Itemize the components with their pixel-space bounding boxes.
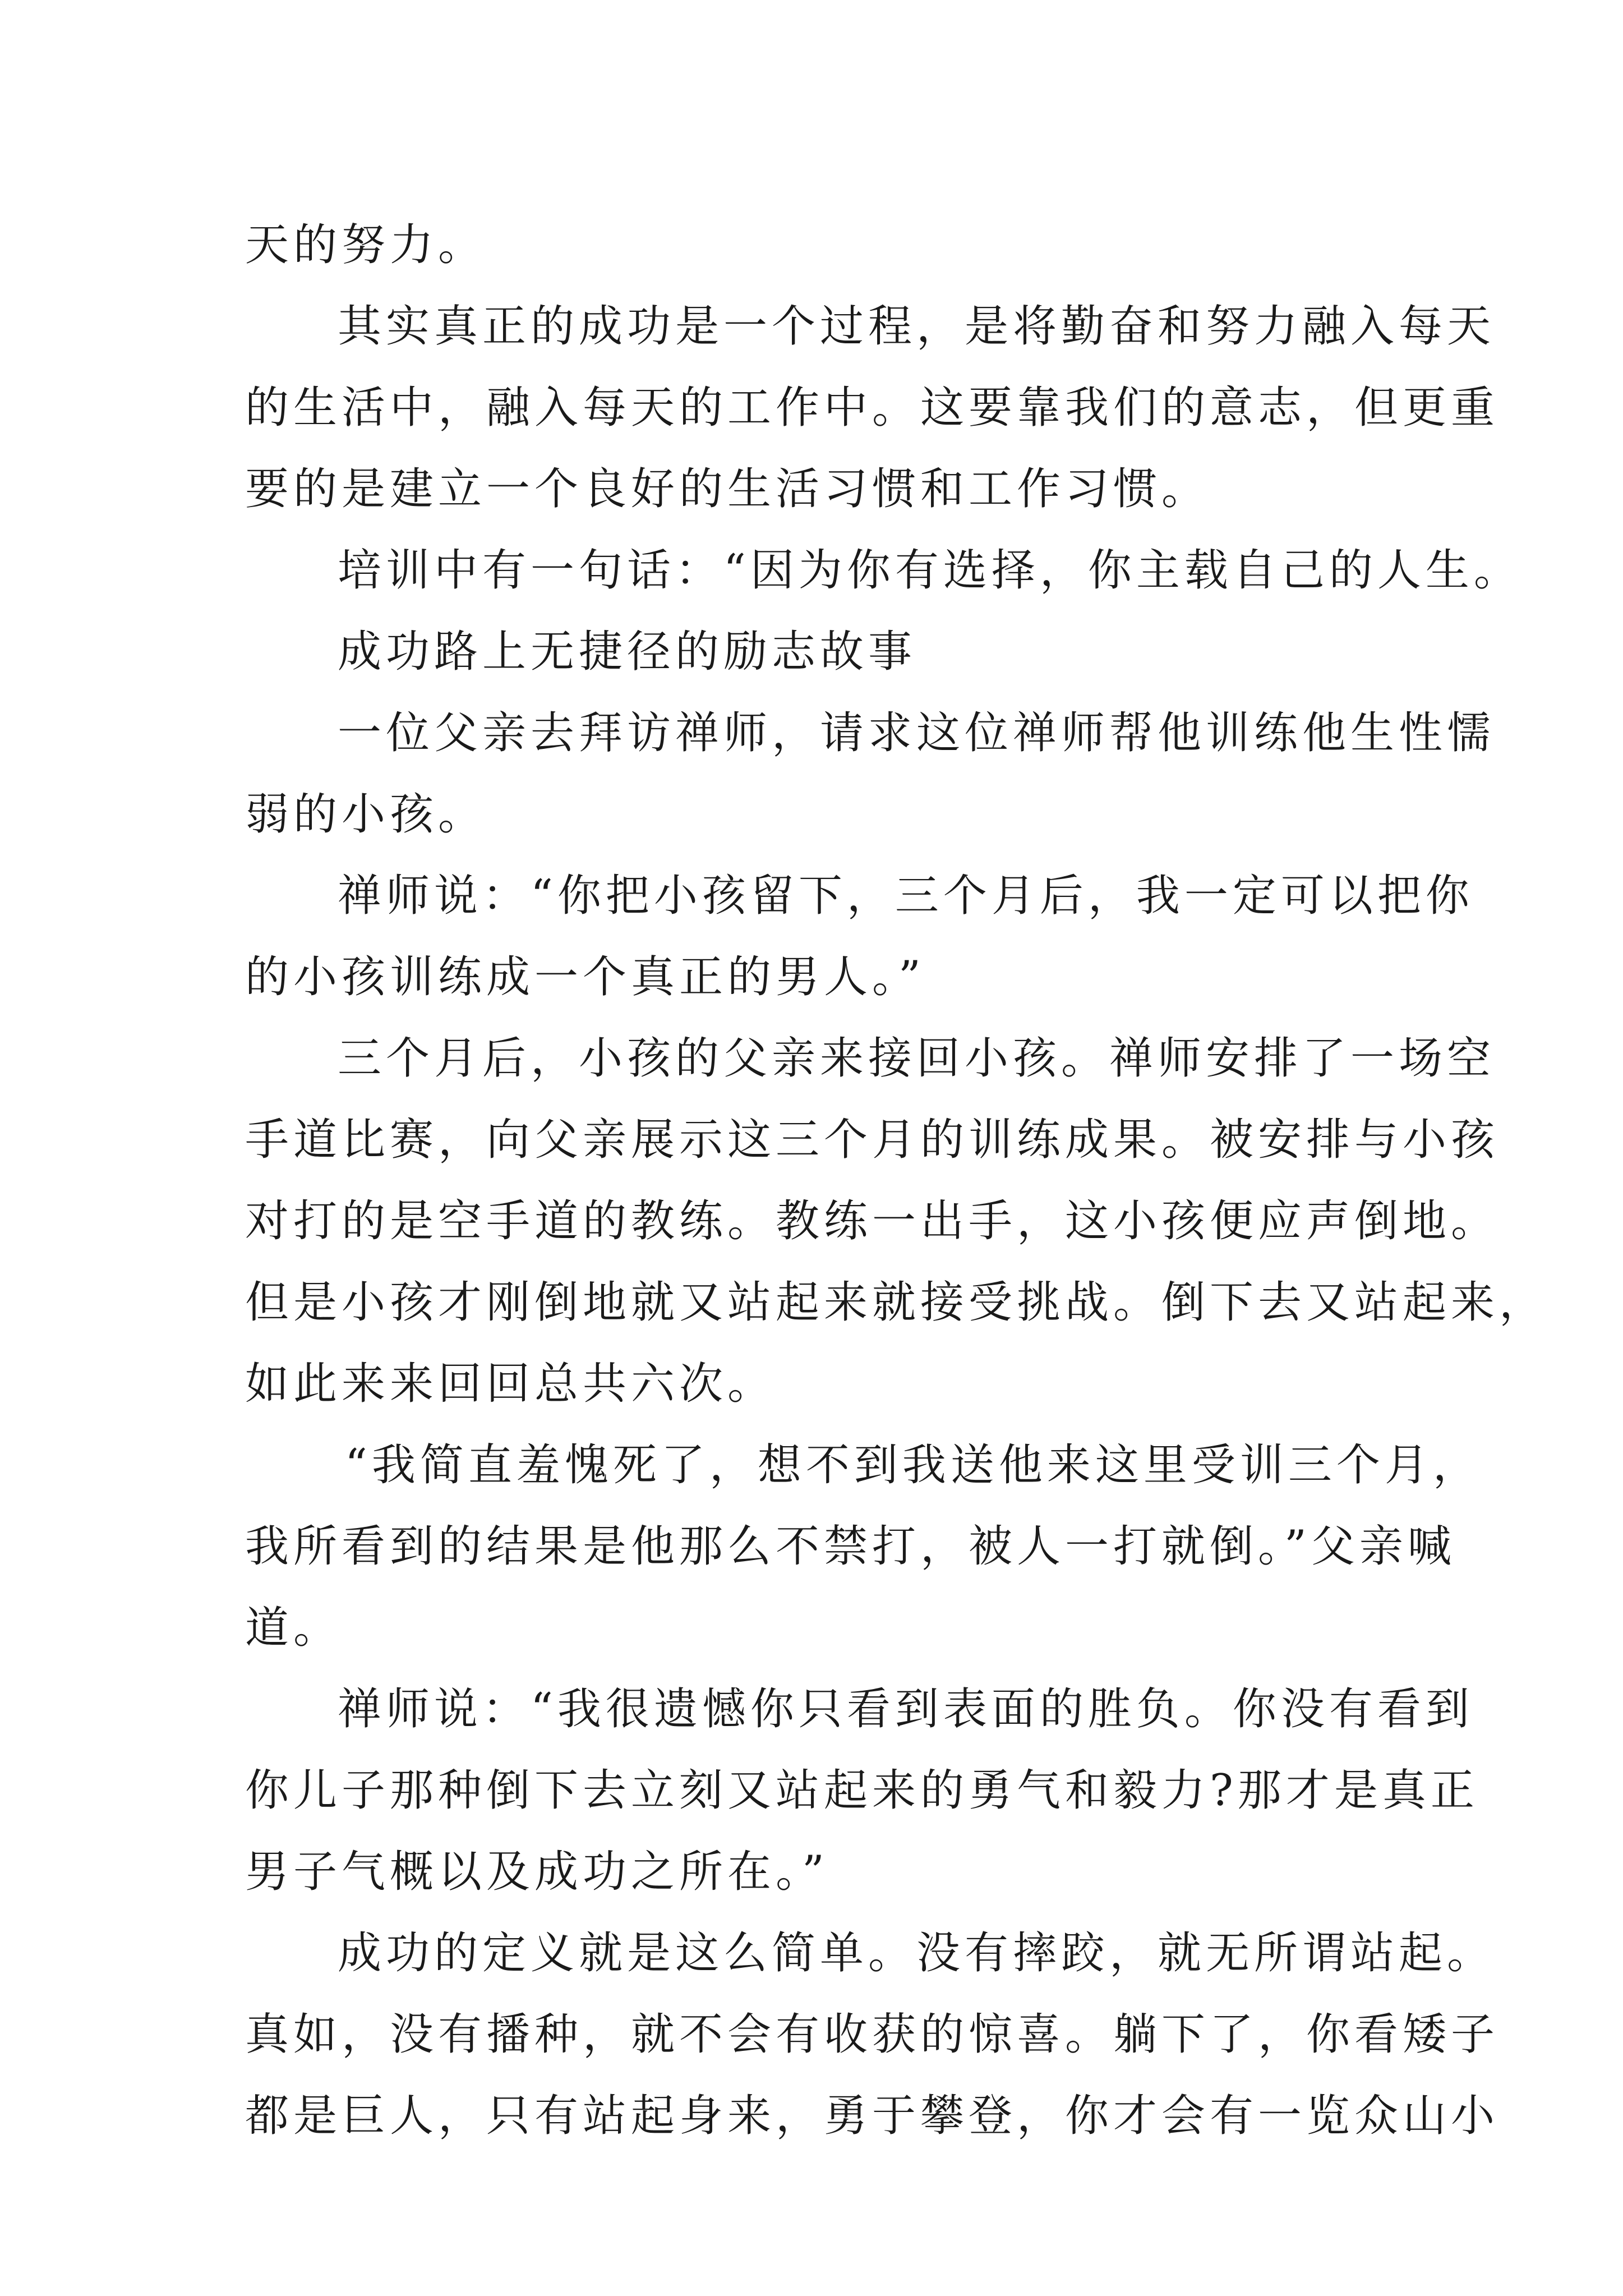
text-line: 成功的定义就是这么简单。没有摔跤，就无所谓站起。: [338, 1928, 1496, 1978]
text-line: 三个月后，小孩的父亲来接回小孩。禅师安排了一场空: [338, 1033, 1496, 1084]
text-line: 你儿子那种倒下去立刻又站起来的勇气和毅力?那才是真正: [245, 1765, 1479, 1816]
body-text: [245, 205, 1548, 2157]
section-title: 成功路上无捷径的励志故事: [338, 627, 917, 677]
text-line: 其实真正的成功是一个过程，是将勤奋和努力融入每天: [338, 301, 1496, 352]
text-line: 道。: [245, 1603, 342, 1653]
text-line: 天的努力。: [245, 220, 487, 270]
text-line: 真如，没有播种，就不会有收获的惊喜。躺下了，你看矮子: [245, 2009, 1500, 2060]
text-line: 但是小孩才刚倒地就又站起来就接受挑战。倒下去又站起来，: [245, 1277, 1548, 1328]
text-line: 禅师说：“你把小孩留下，三个月后，我一定可以把你: [338, 871, 1474, 921]
text-line: 的生活中，融入每天的工作中。这要靠我们的意志，但更重: [245, 383, 1500, 433]
text-line: 手道比赛，向父亲展示这三个月的训练成果。被安排与小孩: [245, 1115, 1500, 1165]
text-line: 弱的小孩。: [245, 789, 487, 840]
text-line: 都是巨人，只有站起身来，勇于攀登，你才会有一览众山小: [245, 2091, 1500, 2141]
text-line: 我所看到的结果是他那么不禁打，被人一打就倒。”父亲喊: [245, 1521, 1456, 1572]
text-line: 如此来来回回总共六次。: [245, 1359, 776, 1409]
text-line: 的小孩训练成一个真正的男人。”: [245, 952, 925, 1002]
text-line: 培训中有一句话：“因为你有选择，你主载自己的人生。: [338, 545, 1522, 596]
text-line: 男子气概以及成功之所在。”: [245, 1847, 829, 1897]
text-line: 禅师说：“我很遗憾你只看到表面的胜负。你没有看到: [338, 1684, 1474, 1734]
text-line: 要的是建立一个良好的生活习惯和工作习惯。: [245, 464, 1210, 514]
text-line: 对打的是空手道的教练。教练一出手，这小孩便应声倒地。: [245, 1196, 1500, 1246]
text-line: “我简直羞愧死了，想不到我送他来这里受训三个月，: [345, 1440, 1481, 1490]
text-line: 一位父亲去拜访禅师，请求这位禅师帮他训练他生性懦: [338, 708, 1496, 758]
